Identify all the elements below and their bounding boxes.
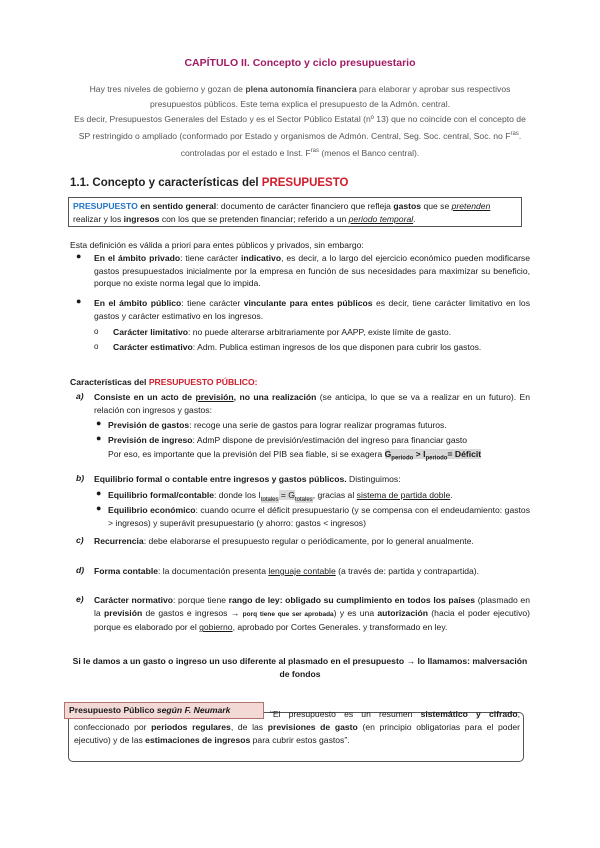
public-text: es decir, tiene carácter limitativo en los gastos y carácter estimativo en los ingresos. [94,298,530,321]
lenguaje-contable: lenguaje contable [268,566,336,576]
quote-bold: sistemático y cifrado [420,709,518,719]
item-a-title: Consiste en un acto de [94,392,196,402]
prevision-gastos-text: : recoge una serie de gastos para lograr realizar programas futuros. [189,420,447,430]
bullet-icon: ● [76,251,82,261]
intro-text: Es decir, Presupuestos Generales del Estado y es el Sector Público Estatal (nº 13) que no coincide con el concepto de SP restringido o ampliado (conformado por Estado y organismos de Admón. Central, Seg. Soc. central, Soc. no F [74,114,526,141]
item-e-bold: rango de ley: obligado su cumplimiento en todos los países [228,595,476,605]
item-e-autorizacion: autorización [377,607,429,618]
section-number: 1.1. [70,177,90,189]
equilibrio-economico [108,504,530,529]
item-d-text: : la documentación presenta [158,566,269,576]
item-b-title: Equilibrio formal o contable entre ingresos y gastos públicos. [94,474,347,484]
definition-key: PRESUPUESTO [73,201,138,211]
definition-pretenden: pretenden [451,201,491,211]
formula-eq: = G [278,490,295,500]
private-sector-item [94,252,530,290]
equilibrio-economico-text: : cuando ocurre el déficit presupuestario (y se compensa con el endeudamiento: gastos > ingresos) y superávit presupuestario (y ahorro: gastos < ingresos) [108,505,530,528]
arrow-right-icon: → [406,656,416,666]
definition-gastos: gastos [393,201,422,211]
quote-text: “El presupuesto es un resumen [270,709,421,719]
formula-g: G [384,449,392,459]
definition-text: . [413,213,416,224]
public-bold: vinculante para entes públicos [243,298,373,308]
equilibrio-economico-label: Equilibrio económico [108,505,196,515]
equilibrio-formal: Equilibrio formal/contable: donde los $I_{totales} = G_{totales}$, gracias al sistema de partida doble. [108,490,453,503]
prevision-gastos-label: Previsión de gastos [108,420,190,430]
formula-end: = Déficit [447,449,482,459]
equilibrio-formal-text: : donde los I [214,490,261,500]
definition-text: con los que se pretenden financiar; referido a un [159,213,349,224]
estimative-item [113,341,530,354]
definition-bold: en sentido general [140,201,217,211]
partida-doble: sistema de partida doble [356,490,451,500]
item-c-title: Recurrencia [94,536,144,546]
formula-sub: periodo [425,455,448,462]
neumark-tab-author: según F. Neumark [156,705,231,715]
estimative-label: Carácter estimativo [113,342,193,352]
section-title-highlight: PRESUPUESTO [261,177,349,189]
characteristics-heading-highlight: PRESUPUESTO PÚBLICO: [148,377,258,387]
limitative-text: : no puede alterarse arbitrariamente por AAPP, existe límite de gasto. [188,327,452,337]
quote-text: (en principio obligatorias para el poder ejecutivo) y de las [74,721,521,745]
item-a-text: (se anticipa, lo que se va a realizar en un futuro). En relación con ingresos y gastos: [94,392,530,415]
prevision-ingreso-label: Previsión de ingreso [108,435,193,445]
definition-ingresos: ingresos [123,213,160,224]
item-d-label: d) [76,565,85,575]
formula-sub: totales [260,496,279,503]
quote-text: para cubrir estos gastos”. [250,734,350,745]
private-label: En el ámbito privado [94,253,181,263]
note-text: lo llamamos: malversación de fondos [279,656,528,679]
quote-bold: estimaciones de ingresos [145,734,251,745]
public-sector-item [94,297,530,322]
formula-mid: > I [413,449,426,459]
item-e [94,594,530,634]
item-e-label: e) [76,594,84,604]
intro-paragraph [70,82,530,161]
deficit-formula [384,449,482,462]
circle-bullet-icon: o [94,327,99,336]
definition-box [68,197,522,227]
item-b-label: b) [76,473,85,483]
item-c [94,535,530,548]
quote-text: , de las [230,721,268,732]
public-text: : tiene carácter [181,298,244,308]
item-d-title: Forma contable [94,566,158,576]
item-a-label: a) [76,391,84,401]
item-e-small: porq tiene que ser aprobada [242,610,334,618]
section-title [70,177,348,189]
prevision-ingreso-text: : AdmP dispone de previsión/estimación del ingreso para financiar gasto [192,435,468,445]
intro-text: para elaborar y aprobar sus respectivos presupuestos públicos. Este tema explica el presupuesto de la Admón. central. [149,84,511,109]
formula-sub: periodo [391,455,414,462]
intro-text: . controladas por el estado e Inst. F [180,130,522,158]
intro-bold: plena autonomía financiera [245,84,357,94]
item-b-text: Distinguimos: [346,474,401,484]
item-e-text: ) y es una [333,607,378,618]
item-e-title: Carácter normativo [94,595,174,605]
prevision-gastos [108,419,530,432]
characteristics-heading [70,376,530,389]
item-e-text: : porque tiene [173,595,229,605]
arrow-right-icon: → [230,607,240,618]
intro-sup: ras [510,131,519,137]
bullet-icon: ● [96,433,102,443]
definition-text: : documento de carácter financiero que refleja [216,201,394,211]
equilibrio-formal-label: Equilibrio formal/contable [108,490,214,500]
note-text: Si le damos a un gasto o ingreso un uso diferente al plasmado en el presupuesto [72,656,405,666]
item-a [94,391,530,416]
item-e-gobierno: gobierno [199,622,233,633]
quote-bold: periodos regulares [151,721,231,732]
item-a-title: , no una realización [233,392,317,402]
pib-note-text: Por eso, es importante que la previsión del PIB sea fiable, si se exagera [108,449,385,459]
quote-bold: previsiones de gasto [267,721,358,732]
item-b [94,473,530,486]
definition-text: realizar y los [73,213,124,224]
quote-text: , confeccionado por [74,709,521,732]
formula-sub: totales [295,496,313,503]
equilibrio-formal-text: , gracias al [312,490,357,500]
intro-sup: ras [310,147,319,154]
prevision-ingreso [108,434,530,447]
definition-text: que se [421,201,452,211]
pib-note [108,448,530,465]
neumark-quote [74,708,520,746]
bullet-icon: ● [96,488,102,498]
item-c-label: c) [76,535,84,545]
section-title-text: Concepto y características del [92,177,262,189]
estimative-text: : Adm. Publica estiman ingresos de los que disponen para cubrir los gastos. [192,342,482,352]
item-e-prevision: previsión [103,607,143,618]
intro-text: Hay tres niveles de gobierno y gozan de [89,84,246,94]
chapter-title: CAPÍTULO II. Concepto y ciclo presupuestario [184,57,416,69]
item-e-text: de gastos e ingresos [142,607,231,618]
bullet-icon: ● [96,418,102,428]
limitative-label: Carácter limitativo [113,327,188,337]
item-e-text: (hacia el poder ejecutivo) porque es elaborado por el [94,607,531,633]
malversacion-note [70,655,530,681]
public-label: En el ámbito público [94,298,182,308]
definition-periodo: periodo temporal [348,213,414,224]
private-bold: indicativo [240,253,282,263]
limitative-item [113,326,530,339]
item-d-text: (a través de: partida y contrapartida). [335,566,480,576]
item-d [94,565,530,578]
bullet-icon: ● [96,503,102,513]
circle-bullet-icon: o [94,342,99,351]
private-text: , es decir, a lo largo del ejercicio económico pueden modificarse gastos presupuestados inicialmente por la empresa en función de sus necesidades para maximizar su beneficio, porque no existe norma legal que lo impida. [94,253,531,289]
item-e-text: , aprobado por Cortes Generales. y transformado en ley. [232,622,448,633]
bullet-icon: ● [76,296,82,306]
item-a-prevision: previsión [195,392,234,402]
item-c-text: : debe elaborarse el presupuesto regular o periódicamente, por lo general anualmente. [143,536,474,546]
neumark-tab-text: Presupuesto Público [69,705,157,715]
private-text: : tiene carácter [180,253,241,263]
characteristics-heading-text: Características del [70,377,149,387]
validity-text: Esta definición es válida a priori para entes públicos y privados, sin embargo: [70,240,364,250]
intro-text: (menos el Banco central). [318,147,420,158]
item-e-text: (plasmado en la [94,595,530,618]
